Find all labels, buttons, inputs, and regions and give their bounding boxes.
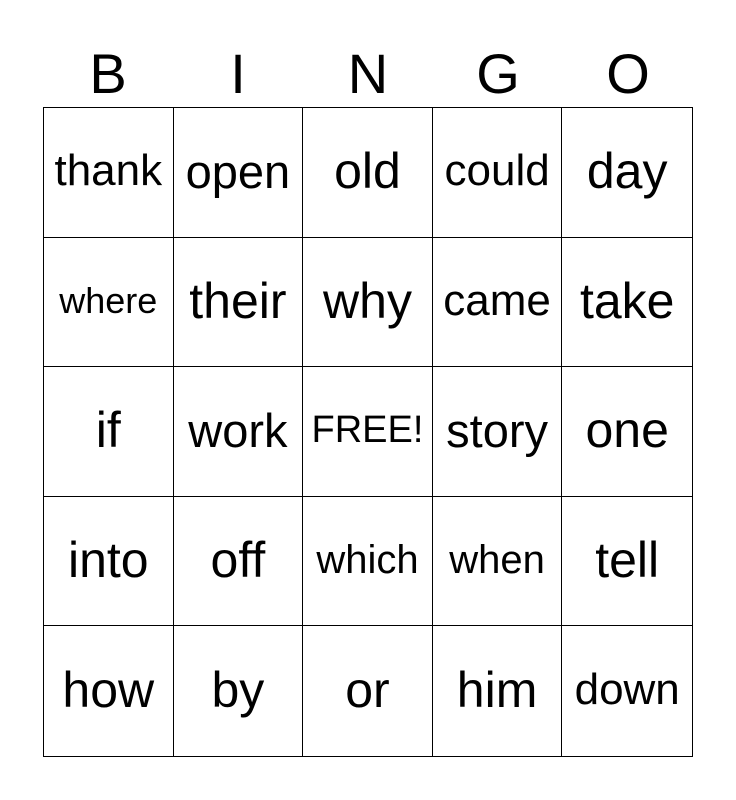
bingo-cell[interactable]: off [174,497,304,627]
bingo-board [43,107,693,757]
bingo-cell[interactable]: where [44,238,174,368]
bingo-cell[interactable]: tell [562,497,692,627]
bingo-cell[interactable]: could [433,108,563,238]
bingo-cell[interactable]: when [433,497,563,627]
header-letter-n: N [347,42,389,105]
header-letter-g: G [476,42,520,105]
bingo-cell[interactable]: one [562,367,692,497]
bingo-cell[interactable]: came [433,238,563,368]
bingo-cell[interactable]: day [562,108,692,238]
bingo-cell[interactable]: thank [44,108,174,238]
bingo-cell[interactable]: story [433,367,563,497]
bingo-header [43,42,693,106]
bingo-cell[interactable]: by [174,626,304,756]
bingo-cell[interactable]: if [44,367,174,497]
bingo-cell[interactable]: down [574,665,680,715]
header-letter-o: O [606,42,650,105]
header-letter-i: I [230,42,246,105]
bingo-cell[interactable]: or [303,626,433,756]
bingo-cell[interactable]: him [433,626,563,756]
bingo-cell[interactable]: work [174,367,304,497]
free-space[interactable]: FREE! [303,367,433,497]
bingo-cell[interactable]: which [303,497,433,627]
bingo-cell[interactable]: their [174,238,304,368]
bingo-cell[interactable]: why [303,238,433,368]
bingo-cell[interactable]: how [44,626,174,756]
bingo-cell[interactable]: old [303,108,433,238]
bingo-cell[interactable]: take [562,238,692,368]
bingo-cell[interactable]: into [44,497,174,627]
bingo-cell[interactable]: open [174,108,304,238]
header-letter-b: B [89,42,127,105]
